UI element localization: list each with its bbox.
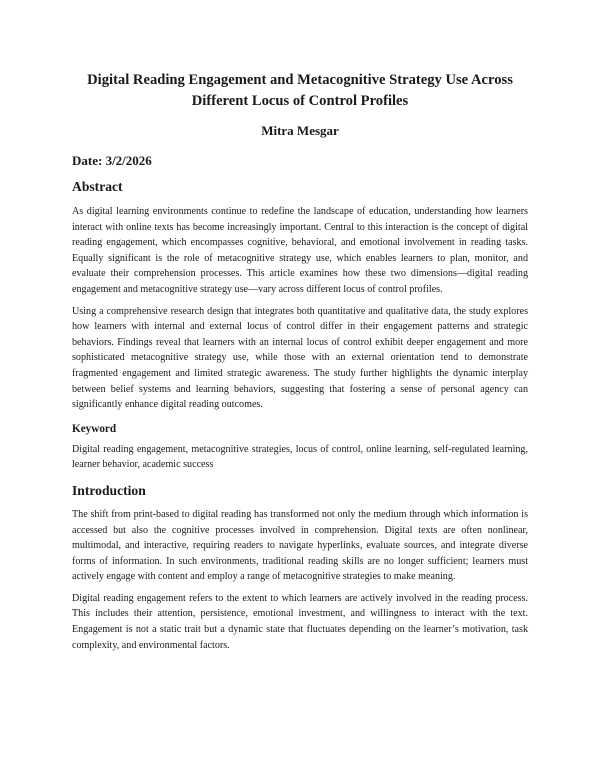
publication-date: Date: 3/2/2026 [72,153,152,168]
introduction-heading: Introduction [72,482,146,498]
keyword-heading: Keyword [72,422,117,435]
abstract-paragraph-2: Using a comprehensive research design that integrates both quantitative and qualitative data, the study explores how learners with internal and external locus of control differ in their engagement patterns and strategic behaviors. Findings reveal that learners with an internal locus of control exhibit deeper engagement and more sophisticated metacognitive strategy use, while those with an external orientation tend to demonstrate fragmented engagement and limited strategic awareness. The study further highlights the dynamic interplay between belief systems and learning behaviors, suggesting that fostering a sense of personal agency can significantly enhance digital reading outcomes. [72,305,528,411]
paper-title: Digital Reading Engagement and Metacognitive Strategy Use Across Different Locus of Control Profiles [87,72,513,109]
introduction-paragraph-1: The shift from print-based to digital reading has transformed not only the medium through which information is accessed but also the cognitive processes involved in comprehension. Digital texts are often nonlinear, multimodal, and interactive, requiring readers to navigate hyperlinks, evaluate sources, and integrate diverse forms of information. In such environments, traditional reading skills are no longer sufficient; learners must actively engage with content and employ a range of metacognitive strategies to make meaning. [72,508,528,583]
keyword-text: Digital reading engagement, metacognitive strategies, locus of control, online learning, self-regulated learning, learner behavior, academic success [72,443,528,471]
author-name: Mitra Mesgar [261,123,339,138]
document-page [72,70,528,653]
abstract-paragraph-1: As digital learning environments continue to redefine the landscape of education, understanding how learners interact with online texts has become increasingly important. Central to this interaction is the concept of digital reading engagement, which encompasses cognitive, behavioral, and emotional involvement in reading tasks. Equally significant is the role of metacognitive strategy use, which enables learners to plan, monitor, and evaluate their comprehension processes. This article examines how these two dimensions—digital reading engagement and metacognitive strategy use—vary across different locus of control profiles. [72,206,528,295]
abstract-heading: Abstract [72,179,123,194]
introduction-paragraph-2: Digital reading engagement refers to the extent to which learners are actively involved in the reading process. This includes their attention, persistence, emotional investment, and willingness to interact with the text. Engagement is not a static trait but a dynamic state that fluctuates depending on the learner’s motivation, task complexity, and environmental factors. [72,592,528,651]
